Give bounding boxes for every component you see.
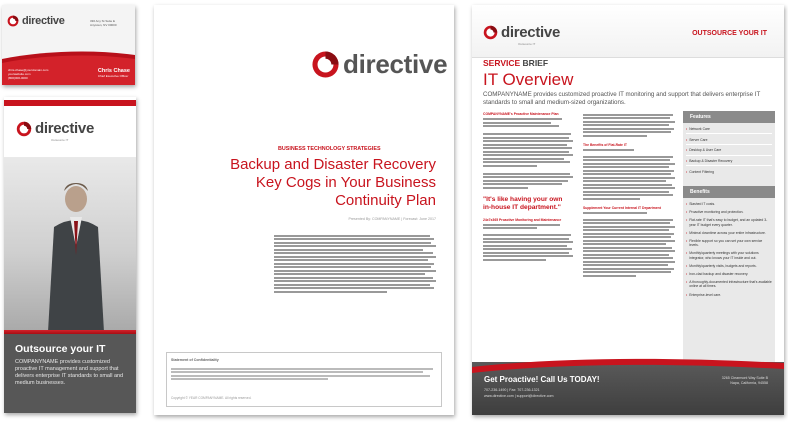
col1-line: [483, 151, 569, 153]
banner: [4, 97, 136, 413]
col2-line: [583, 114, 673, 116]
col1-line: [483, 241, 573, 243]
body-line: [274, 238, 434, 240]
banner-photo: [4, 157, 136, 332]
feature-item: [686, 159, 772, 166]
confidentiality-heading: Statement of Confidentiality: [171, 358, 219, 362]
col2-line: [583, 191, 669, 193]
col2-line: [583, 135, 647, 137]
address-line1: 330 Any St Suite E: [90, 19, 116, 23]
col2-heading2: Supplement Your Current Internal IT Department: [583, 205, 661, 210]
col2-line: [583, 250, 675, 252]
col2-line: [583, 268, 674, 270]
col2-line: [583, 166, 669, 168]
col2-line: [583, 173, 671, 175]
service-brief: [472, 5, 784, 415]
body-line: [274, 245, 436, 247]
feature-item: [686, 127, 772, 134]
brief-word: BRIEF: [522, 58, 549, 68]
brief-intro: COMPANYNAME provides customized proactive IT monitoring and support that delivers enterprise IT standards to small and medium-sized organizations.: [483, 91, 761, 106]
benefit-label: Slashed IT costs.: [689, 202, 716, 206]
col2-line: [583, 163, 675, 165]
benefit-item: [686, 231, 772, 235]
col2-line: [583, 149, 634, 151]
business-card: [2, 5, 135, 85]
col1-line: [483, 165, 537, 167]
col2-line: [583, 180, 666, 182]
whitepaper-title: [230, 156, 436, 210]
banner-logo-sub: Outsource IT: [51, 138, 69, 142]
footer-phone: 707-236-1490 | Fax: 707-236-1321: [484, 388, 540, 392]
benefit-item: [686, 264, 772, 268]
col1-line: [483, 259, 546, 261]
col2-line: [583, 121, 675, 123]
footer-swoosh: [472, 355, 784, 375]
body-line: [274, 287, 434, 289]
col1-quote: [483, 196, 573, 212]
address-line2: Anytown, NV 00000: [90, 23, 117, 27]
col1-line: [483, 161, 570, 163]
col1-line: [483, 255, 573, 257]
bullet-icon: •: [686, 292, 688, 297]
banner-brand: directive: [35, 120, 94, 137]
brief-service-label: [483, 58, 548, 68]
benefit-item: [686, 239, 772, 247]
col1-line: [483, 238, 569, 240]
bullet-icon: •: [686, 251, 688, 256]
person-name: Chris Chase: [97, 68, 130, 74]
business-card-address: [90, 19, 132, 27]
col2-line: [583, 117, 670, 119]
benefits-heading: Benefits: [690, 189, 710, 195]
directive-logo-icon: [16, 121, 32, 137]
benefit-item: [686, 210, 772, 214]
benefit-label: Minimal downtime across your entire infrastructure.: [689, 230, 766, 235]
col2-line: [583, 247, 672, 249]
body-line: [274, 235, 430, 237]
conf-line: [171, 371, 423, 373]
brief-brand: directive: [501, 24, 560, 41]
conf-line: [171, 375, 430, 377]
whitepaper-title-line3: Continuity Plan: [335, 192, 436, 209]
body-line: [274, 284, 430, 286]
brief-header-tagline: OUTSOURCE YOUR IT: [692, 30, 767, 37]
feature-label: Server Care: [689, 137, 708, 142]
features-heading: Features: [690, 114, 711, 120]
body-line: [274, 263, 434, 265]
banner-body: COMPANYNAME provides customized proactive IT management and support that delivers enterprise IT standards to small and medium businesses.: [15, 359, 124, 386]
col1-line: [483, 158, 564, 160]
col2-line: [583, 156, 673, 158]
benefit-label: Monthly/quarterly visits, budgets and reports.: [689, 263, 757, 268]
bullet-icon: •: [686, 127, 688, 131]
banner-logo: [16, 120, 94, 137]
col1-line: [483, 133, 571, 135]
whitepaper-title-line1: Backup and Disaster Recovery: [230, 156, 436, 173]
features-list: [686, 127, 772, 180]
whitepaper-copyright: Copyright © YEAR COMPANYNAME. All rights reserved.: [171, 396, 252, 400]
benefit-label: Enterprise-level care.: [689, 292, 722, 297]
col2-line: [583, 177, 675, 179]
body-line: [274, 291, 387, 293]
service-word: SERVICE: [483, 58, 521, 68]
business-card-logo: [7, 15, 65, 27]
benefit-item: [686, 293, 772, 297]
bullet-icon: •: [686, 230, 688, 235]
col1-line: [483, 176, 573, 178]
bullet-icon: •: [686, 280, 688, 285]
benefit-item: [686, 251, 772, 259]
body-line: [274, 280, 436, 282]
bullet-icon: •: [686, 239, 688, 244]
bullet-icon: •: [686, 137, 688, 142]
conf-line: [171, 368, 433, 370]
col1-line: [483, 227, 537, 229]
business-card-brand: directive: [22, 15, 65, 27]
benefits-header: [683, 186, 775, 198]
confidentiality-text: [171, 366, 433, 382]
body-line: [274, 277, 433, 279]
directive-logo-icon: [483, 25, 498, 40]
whitepaper-byline: Presented By: COMPANYNAME | Forecast: June 2017: [348, 217, 436, 221]
quote-line2: in-house IT department.": [483, 203, 561, 211]
confidentiality-box: [166, 352, 442, 407]
col2-line: [583, 254, 669, 256]
col1-line: [483, 118, 562, 120]
footer-address1: 3265 Clearmont Way Suite B: [721, 376, 768, 380]
banner-top-bar: [4, 100, 136, 106]
col2-line: [583, 271, 671, 273]
col2-line: [583, 128, 674, 130]
benefit-label: Proactive monitoring and protection.: [689, 210, 744, 215]
feature-item: [686, 170, 772, 176]
col2-line: [583, 194, 673, 196]
benefit-label: Iron-clad backup and disaster recovery.: [689, 272, 749, 277]
col2-line: [583, 275, 636, 277]
col2-line: [583, 170, 674, 172]
feature-label: Network Care: [689, 127, 710, 131]
col2-line: [583, 233, 674, 235]
benefit-item: [686, 280, 772, 288]
col1-line: [483, 180, 568, 182]
body-line: [274, 266, 431, 268]
col2-line: [583, 212, 647, 214]
benefits-list: [686, 202, 772, 301]
col1-line: [483, 147, 572, 149]
whitepaper-title-line2: Key Cogs in Your Business: [255, 174, 436, 191]
business-card-site[interactable]: yourwebsite.com: [8, 72, 31, 76]
footer-web[interactable]: www.directive.com | support@directive.com: [484, 394, 554, 398]
col1-line: [483, 252, 569, 254]
col1-line: [483, 122, 551, 124]
bullet-icon: •: [686, 272, 688, 277]
col2-line: [583, 236, 671, 238]
bullet-icon: •: [686, 169, 688, 174]
directive-logo-icon: [311, 50, 340, 79]
body-line: [274, 259, 428, 261]
body-line: [274, 242, 431, 244]
conf-line: [171, 378, 328, 380]
brief-logo: [483, 24, 560, 41]
col1-heading2: 24x7x365 Proactive Monitoring and Maintenance: [483, 217, 562, 222]
benefit-label: A thoroughly-documented infrastructure that's available online at all times.: [689, 280, 772, 289]
col1-line: [483, 224, 560, 226]
col2-line: [583, 159, 670, 161]
col2-line: [583, 261, 675, 263]
banner-tagline: Outsource your IT: [15, 343, 106, 355]
body-line: [274, 270, 436, 272]
body-line: [274, 249, 423, 251]
col1-line: [483, 144, 567, 146]
person-title: Chief Executive Officer: [97, 74, 129, 78]
col1-line: [483, 154, 573, 156]
business-card-person: [98, 68, 130, 78]
body-line: [274, 273, 425, 275]
feature-label: Desktop & User Care: [689, 148, 722, 153]
body-line: [274, 252, 433, 254]
banner-red-stripe: [4, 330, 136, 334]
col2-line: [583, 229, 669, 231]
features-header: [683, 111, 775, 123]
benefit-item: [686, 202, 772, 206]
benefit-item: [686, 218, 772, 226]
footer-address: [722, 376, 768, 386]
col1-line: [483, 173, 570, 175]
col1-line: [483, 234, 571, 236]
bullet-icon: •: [686, 210, 688, 215]
col1-line: [483, 187, 528, 189]
whitepaper-body-text: [274, 233, 436, 294]
feature-item: [686, 148, 772, 155]
col2-heading: The Benefits of Flat-Rate IT: [583, 142, 627, 147]
bullet-icon: •: [686, 202, 688, 206]
col2-line: [583, 240, 675, 242]
brief-title: IT Overview: [483, 70, 574, 89]
footer-cta: Get Proactive! Call Us TODAY!: [484, 375, 600, 384]
benefit-label: Flat-rate IT that's easy to budget, and an updated 3-year IT budget every quarter.: [689, 218, 768, 227]
col2-line: [583, 184, 672, 186]
body-line: [274, 256, 436, 258]
whitepaper: [154, 5, 454, 415]
col2-line: [583, 131, 671, 133]
col2-line: [583, 124, 669, 126]
col2-line: [583, 226, 675, 228]
col2-line: [583, 222, 670, 224]
col2-line: [583, 264, 668, 266]
col1-line: [483, 245, 567, 247]
business-card-phone: (800)000-0000: [8, 76, 28, 80]
brief-col2: [583, 112, 675, 278]
bullet-icon: •: [686, 159, 688, 164]
quote-line1: "It's like having your own: [483, 195, 563, 203]
col1-line: [483, 248, 572, 250]
directive-logo-icon: [7, 15, 19, 27]
col2-line: [583, 198, 640, 200]
benefit-item: [686, 272, 772, 276]
feature-item: [686, 138, 772, 145]
whitepaper-brand: directive: [343, 49, 448, 79]
bullet-icon: •: [686, 263, 688, 268]
benefit-label: Monthly/quarterly meetings with your solutions integrator, who knows your IT inside and out.: [689, 251, 759, 260]
whitepaper-kicker: BUSINESS TECHNOLOGY STRATEGIES: [278, 146, 381, 152]
col1-line: [483, 140, 573, 142]
col1-heading: COMPANYNAME's Proactive Maintenance Plan: [483, 112, 559, 116]
business-card-email[interactable]: chris.chase@yourdomain.com: [8, 68, 49, 72]
brief-logo-sub: Outsource IT: [518, 42, 536, 46]
business-card-contact: [8, 68, 48, 80]
bullet-icon: •: [686, 148, 688, 153]
col2-line: [583, 257, 673, 259]
brief-col1: [483, 112, 573, 262]
col1-line: [483, 137, 569, 139]
col2-line: [583, 187, 675, 189]
col2-line: [583, 219, 673, 221]
col1-line: [483, 125, 559, 127]
feature-label: Backup & Disaster Recovery: [689, 159, 733, 164]
person-photo-icon: [46, 177, 106, 332]
col2-line: [583, 243, 666, 245]
col1-line: [483, 183, 562, 185]
feature-label: Content Filtering: [689, 169, 715, 174]
bullet-icon: •: [686, 218, 688, 223]
benefit-label: Flexible support so you can set your own service levels.: [689, 239, 763, 248]
whitepaper-logo: [311, 49, 447, 80]
footer-address2: Napa, California, 94558: [730, 381, 768, 385]
